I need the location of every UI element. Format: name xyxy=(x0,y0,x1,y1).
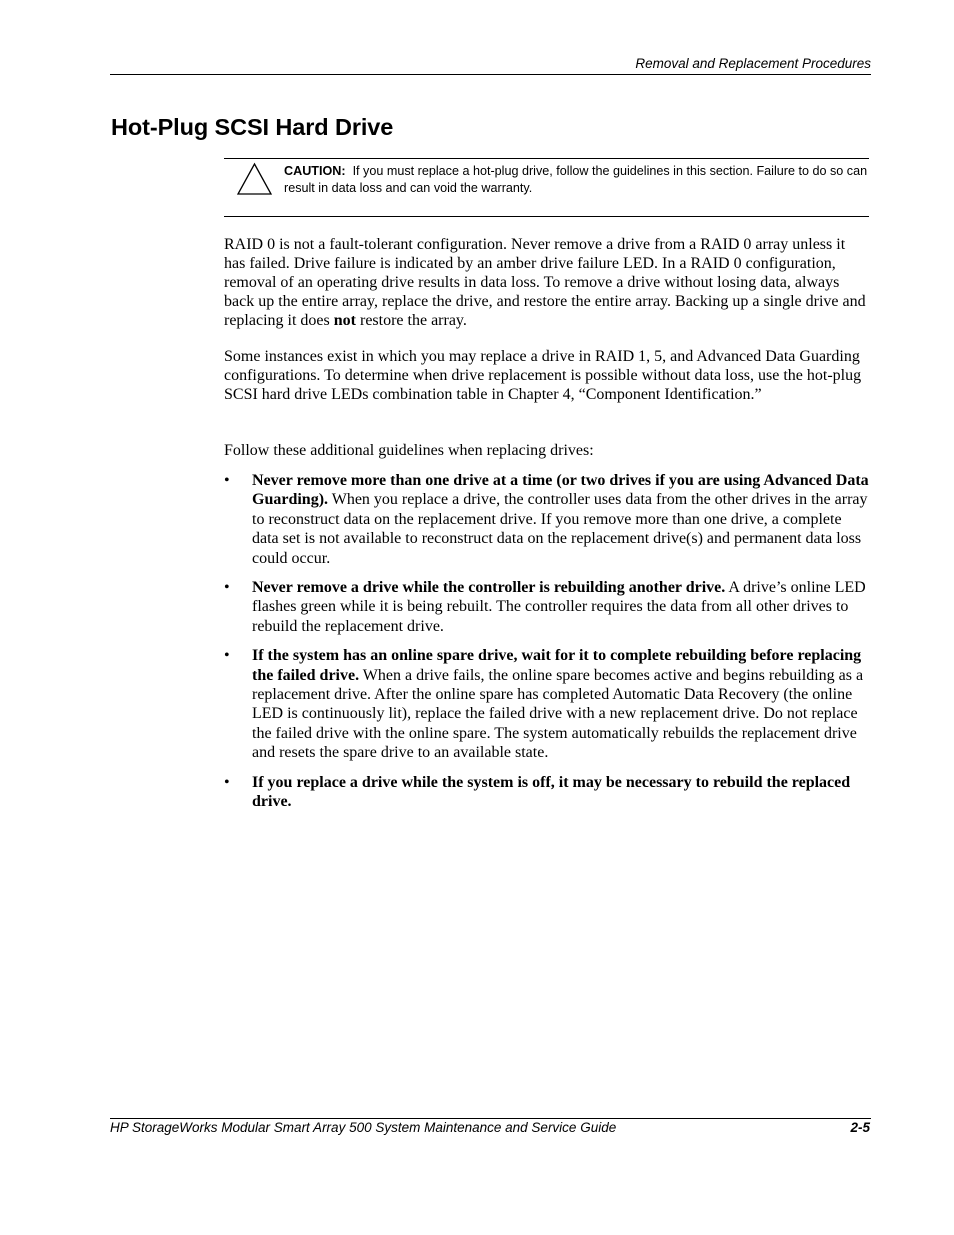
bullet-icon: • xyxy=(224,579,230,597)
caution-bottom-rule xyxy=(224,216,869,217)
bullet-icon: • xyxy=(224,472,230,489)
list-item xyxy=(224,578,870,636)
list-item-bold: Never remove more than one drive at a time (or two drives if you are using Advanced Data Guarding). xyxy=(252,472,869,509)
footer-guide-title: HP StorageWorks Modular Smart Array 500 System Maintenance and Service Guide xyxy=(110,1120,617,1135)
caution-note xyxy=(284,163,869,196)
section-title: Hot-Plug SCSI Hard Drive xyxy=(111,114,394,140)
paragraph-raid0-text: RAID 0 is not a fault-tolerant configuration. Never remove a drive from a RAID 0 array unless it has failed. Drive failure is indicated by an amber drive failure LED. In a RAID 0 configuration, removal of an operating drive results in data loss. To remove a drive without losing data, always back up the entire array, replace the drive, and restore the entire array. Backing up a single drive and replacing it does xyxy=(224,236,866,329)
bullet-icon: • xyxy=(224,647,230,665)
list-item-text: When you replace a drive, the controller uses data from the other drives in the array to reconstruct data on the replacement drive. If you remove more than one drive, a complete data set is not available to reconstruct data on the replacement drive(s) and permanent data loss could occur. xyxy=(252,491,868,567)
list-item-text: When a drive fails, the online spare becomes active and begins rebuilding as a replacement drive. After the online spare has completed Automatic Data Recovery (the online LED is continuously lit), replace the failed drive with a new replacement drive. Do not replace the failed drive with the online spare. The system automatically rebuilds the replacement drive and resets the spare drive to an available state. xyxy=(252,666,864,762)
paragraph-raid-levels: Some instances exist in which you may replace a drive in RAID 1, 5, and Advanced Data Guarding configurations. To determine when drive replacement is possible without data loss, use the hot-plug SCSI hard drive LEDs combination table in Chapter 4, “Component Identification.” xyxy=(224,348,862,403)
list-item-bold: If the system has an online spare drive, wait for it to complete rebuilding before replacing the failed drive. xyxy=(252,647,862,684)
list-item-bold: If you replace a drive while the system is off, it may be necessary to rebuild the replaced drive. xyxy=(252,773,851,811)
page-number: 2-5 xyxy=(850,1120,870,1135)
caution-body: If you must replace a hot-plug drive, follow the guidelines in this section. Failure to do so can result in data loss and can void the warranty. xyxy=(284,164,868,195)
paragraph-raid0-tail: restore the array. xyxy=(355,312,467,329)
bullet-icon: • xyxy=(224,773,230,791)
paragraph-raid0-emphasis: not xyxy=(333,312,356,329)
running-header: Removal and Replacement Procedures xyxy=(635,56,871,71)
caution-top-rule xyxy=(224,158,869,159)
paragraph-raid0 xyxy=(224,235,870,330)
list-item xyxy=(224,773,870,812)
guidelines-list xyxy=(224,471,870,812)
list-item xyxy=(224,471,870,568)
list-item xyxy=(224,646,870,762)
list-item-bold: Never remove a drive while the controller is rebuilding another drive. xyxy=(252,579,726,597)
list-item-text: A drive’s online LED flashes green while it is being rebuilt. The controller requires the data from all other drives to rebuild the replacement drive. xyxy=(252,579,866,635)
paragraph-guidelines-intro: Follow these additional guidelines when replacing drives: xyxy=(224,442,594,459)
caution-label: CAUTION: xyxy=(284,164,346,178)
header-rule xyxy=(110,74,871,75)
warning-triangle-icon xyxy=(236,162,273,196)
